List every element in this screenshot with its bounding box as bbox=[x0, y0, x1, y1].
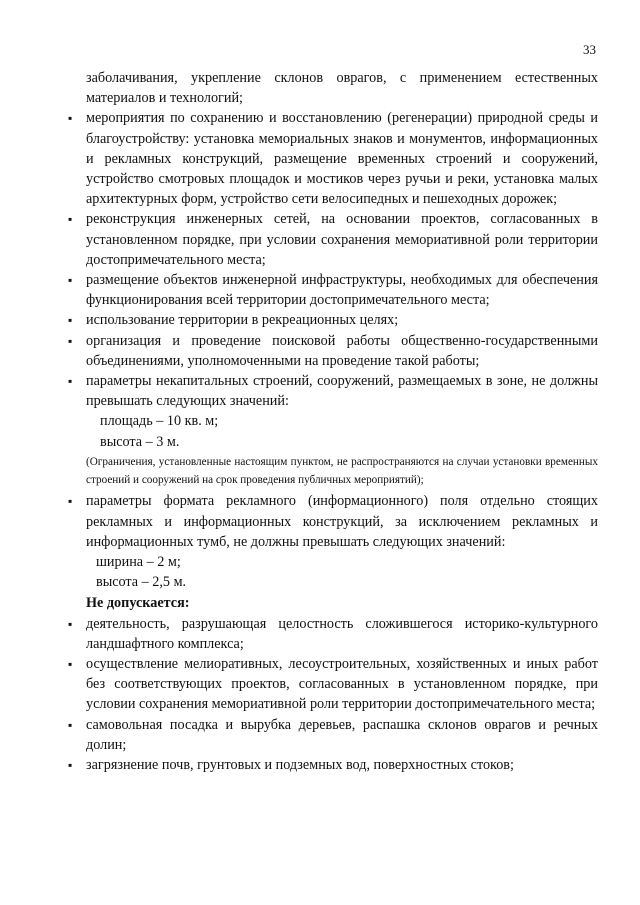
list-item-text: осуществление мелиоративных, лесоустроительных, хозяйственных и иных работ без соответствующих проектов, согласованных в установленном порядке, при условии сохранения мемориативной роли территории достопримечательного места; bbox=[86, 656, 598, 713]
list-item-text: загрязнение почв, грунтовых и подземных вод, поверхностных стоков; bbox=[86, 757, 514, 774]
list-item bbox=[68, 614, 598, 654]
list-item bbox=[68, 491, 598, 552]
list-item-text: использование территории в рекреационных целях; bbox=[86, 312, 399, 329]
list-item bbox=[68, 654, 598, 715]
param-height: высота – 3 м. bbox=[100, 433, 180, 450]
bullet-icon: ▪ bbox=[68, 616, 73, 631]
page-number: 33 bbox=[583, 42, 596, 57]
param-width: ширина – 2 м; bbox=[96, 554, 181, 571]
list-item-text: деятельность, разрушающая целостность сложившегося историко-культурного ландшафтного комплекса; bbox=[86, 615, 598, 652]
bullet-icon: ▪ bbox=[68, 212, 73, 227]
bullet-icon: ▪ bbox=[68, 333, 73, 348]
bullet-icon: ▪ bbox=[68, 717, 73, 732]
bullet-icon: ▪ bbox=[68, 313, 73, 328]
list-item bbox=[68, 108, 598, 209]
bullet-icon: ▪ bbox=[68, 273, 73, 288]
bullet-icon: ▪ bbox=[68, 494, 73, 509]
note-paragraph: (Ограничения, установленные настоящим пунктом, не распространяются на случаи установки временных строений и сооружений на срок проведения публичных мероприятий); bbox=[86, 455, 598, 486]
list-item-text: параметры некапитальных строений, сооружений, размещаемых в зоне, не должны превышать следующих значений: bbox=[86, 373, 598, 410]
list-item-text: реконструкция инженерных сетей, на основании проектов, согласованных в установленном порядке, при условии сохранения мемориативной роли территории достопримечательного места; bbox=[86, 211, 598, 268]
list-item-text: самовольная посадка и вырубка деревьев, распашка склонов оврагов и речных долин; bbox=[86, 716, 598, 753]
list-item bbox=[68, 331, 598, 371]
bullet-icon: ▪ bbox=[68, 374, 73, 389]
list-item-text: организация и проведение поисковой работы общественно-государственными объединениями, уполномоченными на проведение такой работы; bbox=[86, 332, 598, 369]
list-item bbox=[68, 310, 598, 330]
list-item-text: размещение объектов инженерной инфраструктуры, необходимых для обеспечения функционирования всей территории достопримечательного места; bbox=[86, 272, 598, 309]
list-item bbox=[68, 755, 598, 775]
bullet-icon: ▪ bbox=[68, 657, 73, 672]
param-height-ad: высота – 2,5 м. bbox=[96, 574, 187, 591]
param-area: площадь – 10 кв. м; bbox=[100, 413, 219, 430]
list-item-text: мероприятия по сохранению и восстановлению (регенерации) природной среды и благоустройству: установка мемориальных знаков и монументов, информационных и рекламных конструкций, размещение временных строений и сооружений, устройство смотровых площадок и мостиков через ручьи и реки, установка малых архитектурных форм, устройство сети велосипедных и пешеходных дорожек; bbox=[86, 110, 598, 208]
list-item bbox=[68, 209, 598, 270]
section-heading: Не допускается: bbox=[86, 595, 190, 612]
list-item bbox=[68, 715, 598, 755]
list-item-text: параметры формата рекламного (информационного) поля отдельно стоящих рекламных и информационных конструкций, за исключением рекламных и информационных тумб, не должны превышать следующих значений: bbox=[86, 493, 598, 550]
list-item bbox=[68, 270, 598, 310]
continuation-paragraph: заболачивания, укрепление склонов оврагов, с применением естественных материалов и технологий; bbox=[86, 70, 598, 107]
bullet-icon: ▪ bbox=[68, 758, 73, 773]
list-item bbox=[68, 371, 598, 411]
document-body bbox=[68, 68, 598, 775]
bullet-icon: ▪ bbox=[68, 111, 73, 126]
